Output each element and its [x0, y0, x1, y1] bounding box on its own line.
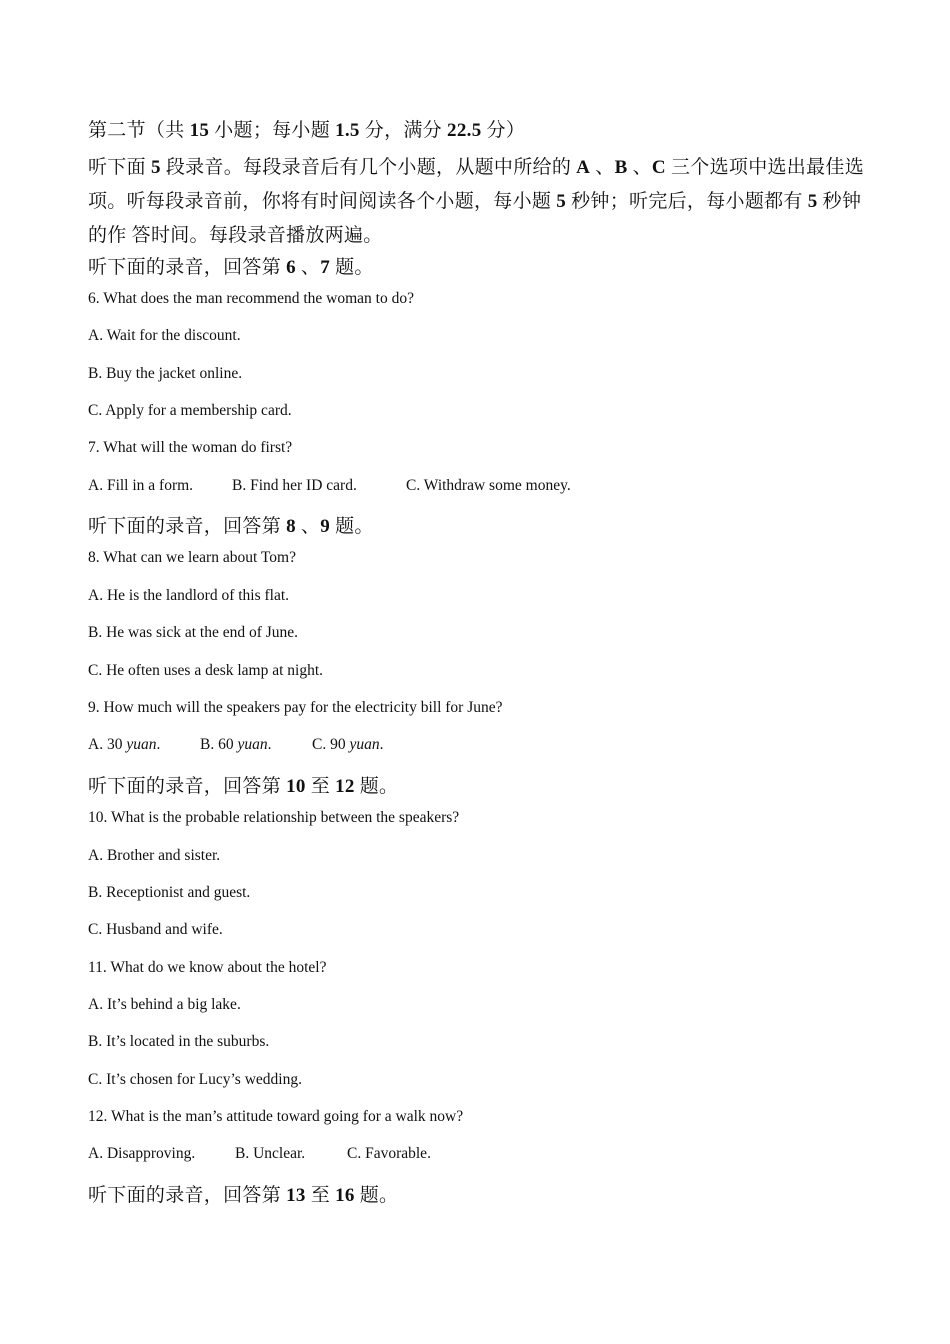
group-num-start: 6 — [286, 257, 296, 278]
option-a — [88, 736, 160, 754]
option-value: B. 60 — [200, 736, 238, 753]
group-num-end: 16 — [335, 1185, 355, 1206]
group-text: 至 — [305, 776, 336, 797]
group-text: 题。 — [354, 776, 399, 797]
option-c: C. Withdraw some money. — [406, 477, 571, 494]
instruction-text: 秒钟；听完后，每小题都有 — [566, 191, 808, 212]
group-num-start: 8 — [286, 516, 296, 537]
option-c: C. Favorable. — [347, 1145, 431, 1162]
option-b: B. Unclear. — [235, 1145, 306, 1162]
header-points-total: 22.5 — [447, 120, 482, 141]
group-text: 听下面的录音，回答第 — [88, 1185, 287, 1206]
instruction-num: 5 — [807, 191, 818, 212]
option-c: C. Apply for a membership card. — [88, 402, 292, 419]
option-unit: yuan — [126, 736, 157, 753]
option-c: C. He often uses a desk lamp at night. — [88, 662, 324, 679]
group-text: 题。 — [330, 257, 374, 278]
header-text: 第二节（共 — [88, 120, 190, 141]
question-stem: 8. What can we learn about Tom? — [88, 549, 296, 566]
option-value: A. 30 — [88, 736, 127, 753]
option-a: A. Fill in a form. — [88, 477, 194, 494]
instruction-text: 、 — [627, 157, 652, 178]
group-heading — [88, 252, 374, 279]
option-a: A. He is the landlord of this flat. — [88, 587, 290, 604]
option-b: B. Find her ID card. — [232, 477, 357, 494]
instruction-text: 段录音。每段录音后有几个小题，从题中所给的 — [160, 157, 577, 178]
option-punct: . — [156, 736, 161, 753]
instruction-line-1 — [88, 152, 864, 179]
group-num-end: 12 — [335, 776, 355, 797]
group-text: 题。 — [354, 1185, 399, 1206]
group-num-end: 7 — [320, 257, 331, 278]
group-text: 听下面的录音，回答第 — [88, 776, 287, 797]
option-punct: . — [379, 736, 384, 753]
option-b — [200, 736, 271, 754]
group-heading — [88, 771, 398, 798]
instruction-text: 秒钟 — [817, 191, 862, 212]
option-letter-a: A — [576, 157, 591, 178]
group-heading — [88, 511, 374, 538]
option-c: C. It’s chosen for Lucy’s wedding. — [88, 1071, 302, 1088]
instruction-line-3: 的作 答时间。每段录音播放两遍。 — [88, 225, 383, 246]
option-b: B. Receptionist and guest. — [88, 884, 251, 901]
question-stem: 9. How much will the speakers pay for the electricity bill for June? — [88, 699, 503, 716]
instruction-text: 三个选项中选出最佳选 — [665, 157, 864, 178]
question-stem: 12. What is the man’s attitude toward going for a walk now? — [88, 1108, 464, 1125]
header-count: 15 — [189, 120, 210, 141]
option-c: C. Husband and wife. — [88, 921, 223, 938]
option-letter-b: B — [614, 157, 628, 178]
option-b: B. It’s located in the suburbs. — [88, 1033, 270, 1050]
instruction-num: 5 — [150, 157, 161, 178]
instruction-text: 听下面 — [88, 157, 151, 178]
option-unit: yuan — [349, 736, 380, 753]
option-b: B. He was sick at the end of June. — [88, 624, 299, 641]
group-text: 至 — [305, 1185, 336, 1206]
option-a: A. Wait for the discount. — [88, 327, 241, 344]
group-text: 题。 — [330, 516, 374, 537]
group-text: 听下面的录音，回答第 — [88, 257, 287, 278]
option-unit: yuan — [237, 736, 268, 753]
question-stem: 6. What does the man recommend the woman to do? — [88, 290, 414, 307]
question-stem: 7. What will the woman do first? — [88, 439, 293, 456]
header-points-each: 1.5 — [335, 120, 360, 141]
group-num-start: 10 — [286, 776, 306, 797]
option-c — [312, 736, 383, 754]
group-text: 听下面的录音，回答第 — [88, 516, 287, 537]
question-stem: 11. What do we know about the hotel? — [88, 959, 327, 976]
group-heading — [88, 1180, 398, 1207]
question-stem: 10. What is the probable relationship between the speakers? — [88, 809, 460, 826]
group-num-end: 9 — [320, 516, 331, 537]
header-text: 小题；每小题 — [209, 120, 336, 141]
group-num-start: 13 — [286, 1185, 306, 1206]
option-b: B. Buy the jacket online. — [88, 365, 243, 382]
option-a: A. Brother and sister. — [88, 847, 221, 864]
option-punct: . — [267, 736, 272, 753]
group-text: 、 — [295, 516, 321, 537]
option-a: A. It’s behind a big lake. — [88, 996, 241, 1013]
header-text: 分，满分 — [359, 120, 448, 141]
option-a: A. Disapproving. — [88, 1145, 196, 1162]
option-value: C. 90 — [312, 736, 350, 753]
instruction-text: 项。听每段录音前，你将有时间阅读各个小题，每小题 — [88, 191, 557, 212]
instruction-line-2 — [88, 186, 861, 213]
instruction-text: 、 — [590, 157, 615, 178]
option-letter-c: C — [651, 157, 666, 178]
header-text: 分） — [481, 120, 526, 141]
section-header — [88, 115, 525, 142]
group-text: 、 — [295, 257, 321, 278]
instruction-num: 5 — [556, 191, 567, 212]
